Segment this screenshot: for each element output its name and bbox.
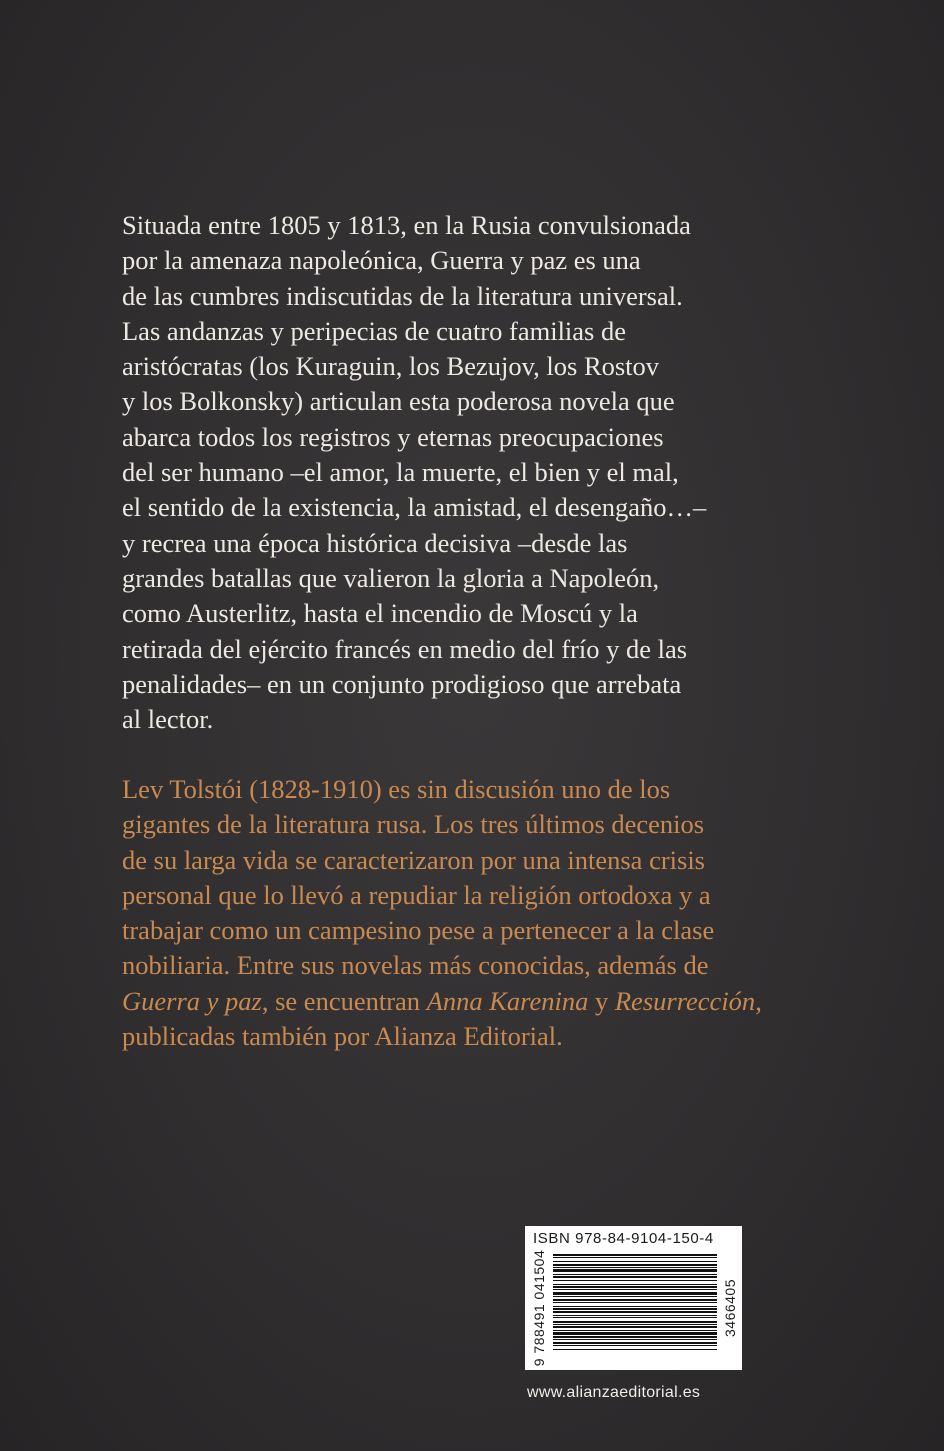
barcode-bar (553, 1289, 717, 1290)
bio-line: Lev Tolstói (1828-1910) es sin discusión uno de los (122, 774, 671, 804)
barcode-bar (553, 1269, 717, 1272)
bio-line-titles (122, 984, 822, 1019)
barcode-bar (553, 1321, 717, 1323)
barcode-bar (553, 1286, 717, 1288)
barcode-bar (553, 1274, 717, 1275)
bio-line: trabajar como un campesino pese a pertenecer a la clase (122, 915, 715, 946)
barcode-bar (553, 1267, 717, 1268)
isbn-barcode (525, 1226, 742, 1370)
synopsis-line: abarca todos los registros y eternas preocupaciones (122, 421, 664, 452)
barcode-bar (553, 1296, 717, 1297)
barcode-bars (553, 1254, 717, 1366)
barcode-bar (553, 1345, 717, 1346)
barcode-bar (553, 1254, 717, 1256)
synopsis-line: retirada del ejército francés en medio del frío y de las (122, 633, 688, 664)
isbn-label: ISBN 978-84-9104-150-4 (533, 1230, 714, 1247)
barcode-bar (553, 1257, 717, 1258)
barcode-bar (553, 1317, 717, 1318)
barcode-bar (553, 1339, 717, 1340)
synopsis-line: por la amenaza napoleónica, Guerra y paz es una (122, 245, 641, 276)
synopsis-line: el sentido de la existencia, la amistad, el desengaño…– (122, 492, 707, 523)
synopsis-line: Situada entre 1805 y 1813, en la Rusia convulsionada (122, 210, 691, 240)
barcode-bar (553, 1292, 717, 1295)
book-title-resurreccion: Resurrección (614, 985, 756, 1016)
barcode-bar (553, 1284, 717, 1285)
barcode-right-digits (720, 1250, 740, 1366)
barcode-bar (553, 1324, 717, 1325)
synopsis-line: penalidades– en un conjunto prodigioso que arrebata (122, 668, 682, 699)
barcode-bar (553, 1261, 717, 1262)
synopsis-line: del ser humano –el amor, la muerte, el bien y el mal, (122, 457, 679, 488)
bio-text-fragment: y (588, 985, 615, 1016)
barcode-bar (553, 1311, 717, 1313)
barcode-bar (553, 1336, 717, 1338)
book-title-anna-karenina: Anna Karenina (426, 985, 589, 1016)
bio-line: publicadas también por Alianza Editorial. (122, 1021, 563, 1052)
barcode-bar (553, 1326, 717, 1328)
synopsis-line: y recrea una época histórica decisiva –desde las (122, 527, 628, 558)
barcode-digits-text: 9 788491 041504 (531, 1249, 547, 1367)
barcode-bar (553, 1276, 717, 1278)
synopsis-line: aristócratas (los Kuraguin, los Bezujov, los Rostov (122, 351, 660, 382)
bio-text-fragment: , se encuentran (261, 985, 427, 1016)
bio-text-fragment: , (755, 985, 762, 1016)
synopsis-line: de las cumbres indiscutidas de la literatura universal. (122, 280, 683, 311)
barcode-bar (553, 1306, 717, 1307)
barcode-bar (553, 1299, 717, 1301)
synopsis-line: como Austerlitz, hasta el incendio de Moscú y la (122, 598, 638, 629)
bio-line: de su larga vida se caracterizaron por una intensa crisis (122, 844, 705, 875)
barcode-bar (553, 1342, 717, 1344)
bio-line: personal que lo llevó a repudiar la religión ortodoxa y a (122, 879, 711, 910)
author-bio (122, 772, 822, 1054)
synopsis-line: y los Bolkonsky) articulan esta poderosa novela que (122, 386, 675, 417)
barcode-digits-text: 3466405 (722, 1278, 738, 1338)
synopsis-text (122, 208, 812, 737)
barcode-bar (553, 1264, 717, 1266)
barcode-bar (553, 1315, 717, 1316)
barcode-bar (553, 1280, 717, 1281)
synopsis-line: al lector. (122, 704, 214, 735)
book-title-guerra-y-paz: Guerra y paz (122, 985, 262, 1016)
bio-line: nobiliaria. Entre sus novelas más conocidas, además de (122, 950, 709, 981)
synopsis-line: Las andanzas y peripecias de cuatro familias de (122, 315, 627, 346)
barcode-bar (553, 1332, 717, 1335)
barcode-bar (553, 1330, 717, 1331)
barcode-bar (553, 1308, 717, 1310)
barcode-bar (553, 1302, 717, 1303)
bio-line: gigantes de la literatura rusa. Los tres últimos decenios (122, 809, 705, 840)
barcode-bar (553, 1349, 717, 1350)
synopsis-line: grandes batallas que valieron la gloria a Napoleón, (122, 562, 660, 593)
publisher-website: www.alianzaeditorial.es (527, 1384, 701, 1401)
barcode-left-digits (529, 1250, 549, 1366)
